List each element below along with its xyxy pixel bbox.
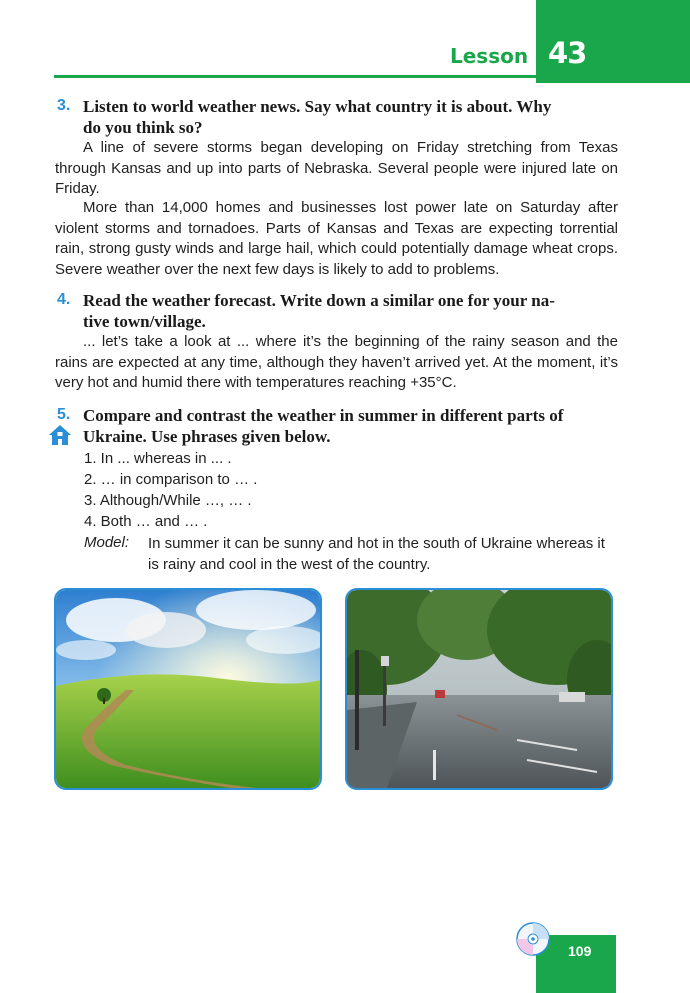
exercise-4-paragraph: ... let’s take a look at ... where it’s the beginning of the rainy season and the rains are expected at any time, although they haven’t arrived yet. At the moment, it’s very hot and humid there with temperatures reaching +35°C.	[55, 333, 618, 391]
exercise-3-paragraph-1: A line of severe storms began developing on Friday stretching from Texas through Kansas and up into parts of Nebraska. Several people were injured late on Friday.	[55, 139, 618, 197]
rainy-street-illustration	[347, 590, 611, 788]
sunny-field-photo	[54, 588, 322, 790]
page-number: 109	[568, 943, 592, 959]
lesson-label: Lesson	[450, 44, 529, 68]
exercise-5-title-line-2: Ukraine. Use phrases given below.	[83, 427, 331, 446]
cd-icon	[516, 922, 550, 956]
exercise-4-title-line-2: tive town/village.	[83, 312, 206, 331]
exercise-5-number: 5.	[57, 406, 71, 423]
exercise-3-title-line-1: Listen to world weather news. Say what country it is about. Why	[83, 97, 552, 116]
exercise-5-title-line-1: Compare and contrast the weather in summer in different parts of	[83, 406, 564, 425]
phrase-list-item-2: 2. … in comparison to … .	[84, 471, 258, 488]
model-text: In summer it can be sunny and hot in the south of Ukraine whereas it is rainy and cool in the west of the country.	[148, 535, 605, 573]
header-divider	[54, 75, 536, 78]
phrase-list-item-3: 3. Although/While …, … .	[84, 492, 252, 509]
lesson-number: 43	[548, 36, 587, 70]
exercise-3-title-line-2: do you think so?	[83, 118, 203, 137]
exercise-4-title-line-1: Read the weather forecast. Write down a similar one for your na-	[83, 291, 555, 310]
exercise-4-number: 4.	[57, 291, 71, 308]
sunny-field-illustration	[56, 590, 320, 788]
model-label: Model:	[84, 534, 130, 551]
exercise-3-number: 3.	[57, 97, 71, 114]
exercise-3-paragraph-2: More than 14,000 homes and businesses lost power late on Saturday after violent storms and tornadoes. Parts of Kansas and Texas are expecting torrential rain, strong gusty winds and large hail, which could potentially damage wheat crops. Severe weather over the next few days is likely to add to problems.	[55, 199, 618, 278]
rainy-street-photo	[345, 588, 613, 790]
phrase-list-item-1: 1. In ... whereas in ... .	[84, 450, 232, 467]
phrase-list-item-4: 4. Both … and … .	[84, 513, 208, 530]
home-icon	[48, 424, 72, 446]
